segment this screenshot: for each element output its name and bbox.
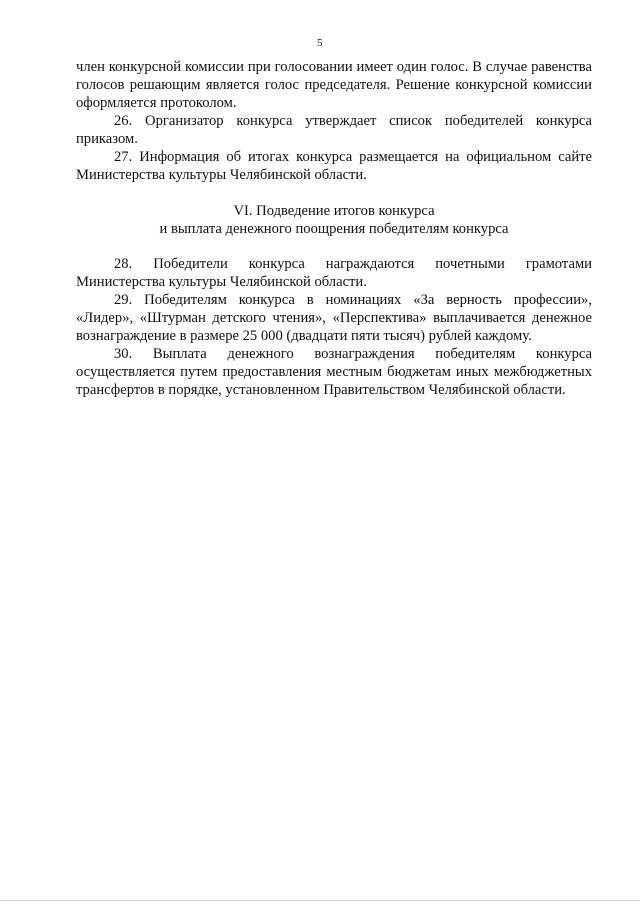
section-heading-line-2: и выплата денежного поощрения победителям конкурса [159, 221, 509, 237]
paragraph-25-continuation: член конкурсной комиссии при голосовании имеет один голос. В случае равенства голосов решающим является голос председателя. Решение конкурсной комиссии оформляется протоколом. [76, 59, 592, 111]
page-bottom-edge [0, 900, 640, 901]
section-heading-line-1: VI. Подведение итогов конкурса [233, 203, 435, 219]
paragraph-26: 26. Организатор конкурса утверждает список победителей конкурса приказом. [76, 113, 592, 147]
paragraph-29: 29. Победителям конкурса в номинациях «За верность профессии», «Лидер», «Штурман детского чтения», «Перспектива» выплачивается денежное вознаграждение в размере 25 000 (двадцати пяти тысяч) рублей каждому. [76, 292, 592, 344]
paragraph-27: 27. Информация об итогах конкурса размещается на официальном сайте Министерства культуры Челябинской области. [76, 149, 592, 183]
paragraph-28: 28. Победители конкурса награждаются почетными грамотами Министерства культуры Челябинской области. [76, 256, 592, 290]
document-body [76, 58, 592, 399]
paragraph-30: 30. Выплата денежного вознаграждения победителям конкурса осуществляется путем предоставления местным бюджетам иных межбюджетных трансфертов в порядке, установленном Правительством Челябинской области. [76, 346, 592, 398]
page-number: 5 [317, 37, 323, 49]
